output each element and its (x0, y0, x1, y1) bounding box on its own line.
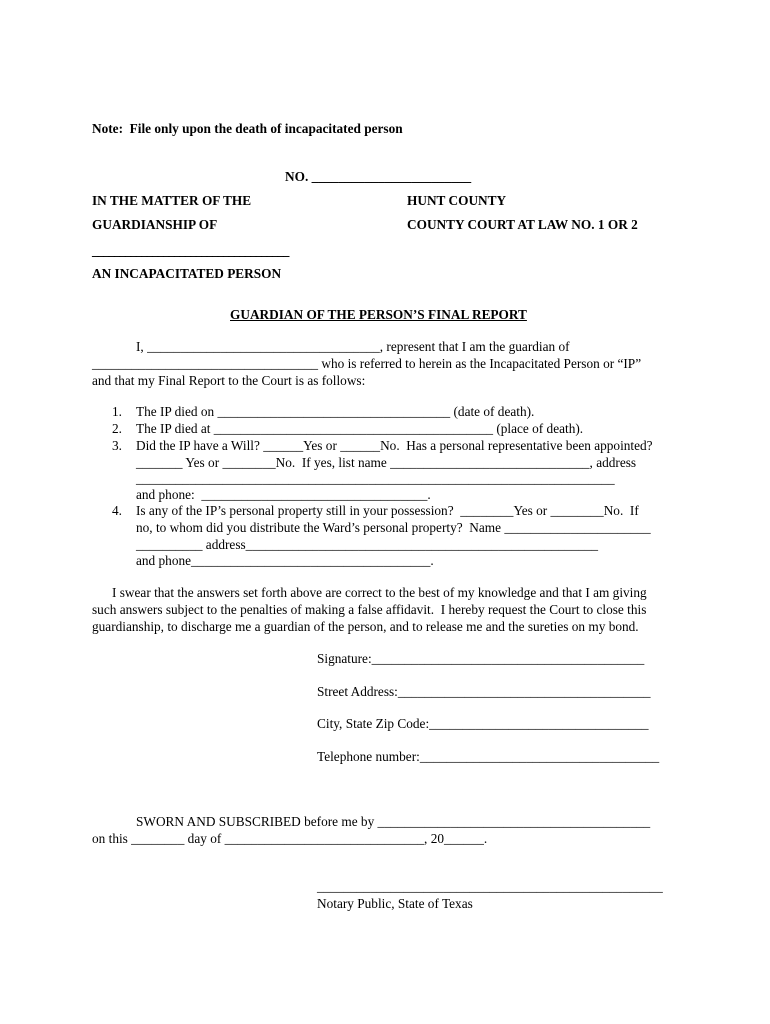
item-number: 3. (112, 438, 122, 453)
report-title: GUARDIAN OF THE PERSON’S FINAL REPORT (230, 307, 527, 322)
oath-line-3: guardianship, to discharge me a guardian of the person, and to release me and the sureties on my bond. (92, 619, 639, 634)
city-state-zip-field[interactable]: City, State Zip Code:_________________________________ (317, 716, 649, 731)
sworn-line-2: on this ________ day of ______________________________, 20______. (92, 831, 488, 846)
oath-line-2: such answers subject to the penalties of making a false affidavit. I hereby request the Court to close this (92, 602, 647, 617)
item-line: Did the IP have a Will? ______Yes or ______No. Has a personal representative been appointed? (136, 438, 653, 453)
intro-line-1: I, ___________________________________, represent that I am the guardian of (136, 339, 570, 354)
note: Note: File only upon the death of incapacitated person (92, 121, 403, 136)
item-line: Is any of the IP’s personal property still in your possession? ________Yes or ________No. If (136, 503, 639, 518)
item-number: 1. (112, 404, 122, 419)
caption-left-2: GUARDIANSHIP OF (92, 217, 218, 232)
intro-line-3: and that my Final Report to the Court is as follows: (92, 373, 366, 388)
item-line: ________________________________________________________________________ (136, 471, 615, 486)
item-line: The IP died on ___________________________________ (date of death). (136, 404, 535, 419)
intro-line-2: __________________________________ who is referred to herein as the Incapacitated Person or “IP” (92, 356, 642, 371)
caption-left-3: AN INCAPACITATED PERSON (92, 266, 282, 281)
item-number: 4. (112, 503, 122, 518)
notary-label: Notary Public, State of Texas (317, 896, 473, 911)
item-line: and phone____________________________________. (136, 553, 434, 568)
oath-line-1: I swear that the answers set forth above are correct to the best of my knowledge and that I am giving (112, 585, 647, 600)
street-address-field[interactable]: Street Address:______________________________________ (317, 684, 651, 699)
item-line: and phone: __________________________________. (136, 487, 431, 502)
caption-name-line: ____________________________________ (92, 243, 289, 258)
telephone-field[interactable]: Telephone number:____________________________________ (317, 749, 660, 764)
caption-right-2: COUNTY COURT AT LAW NO. 1 OR 2 (407, 217, 638, 232)
item-line: The IP died at __________________________________________ (place of death). (136, 421, 584, 436)
sworn-line-1: SWORN AND SUBSCRIBED before me by _________________________________________ (136, 814, 651, 829)
item-number: 2. (112, 421, 122, 436)
signature-field[interactable]: Signature:_________________________________________ (317, 651, 645, 666)
item-line: _______ Yes or ________No. If yes, list name ______________________________, address (136, 455, 637, 470)
case-number: NO. ________________________ (285, 169, 472, 184)
item-line: no, to whom did you distribute the Ward’s personal property? Name ______________________ (136, 520, 651, 535)
caption-left-1: IN THE MATTER OF THE (92, 193, 252, 208)
item-line: __________ address_____________________________________________________ (136, 537, 599, 552)
notary-signature-line[interactable]: ____________________________________________________ (317, 879, 663, 894)
caption-right-1: HUNT COUNTY (407, 193, 507, 208)
